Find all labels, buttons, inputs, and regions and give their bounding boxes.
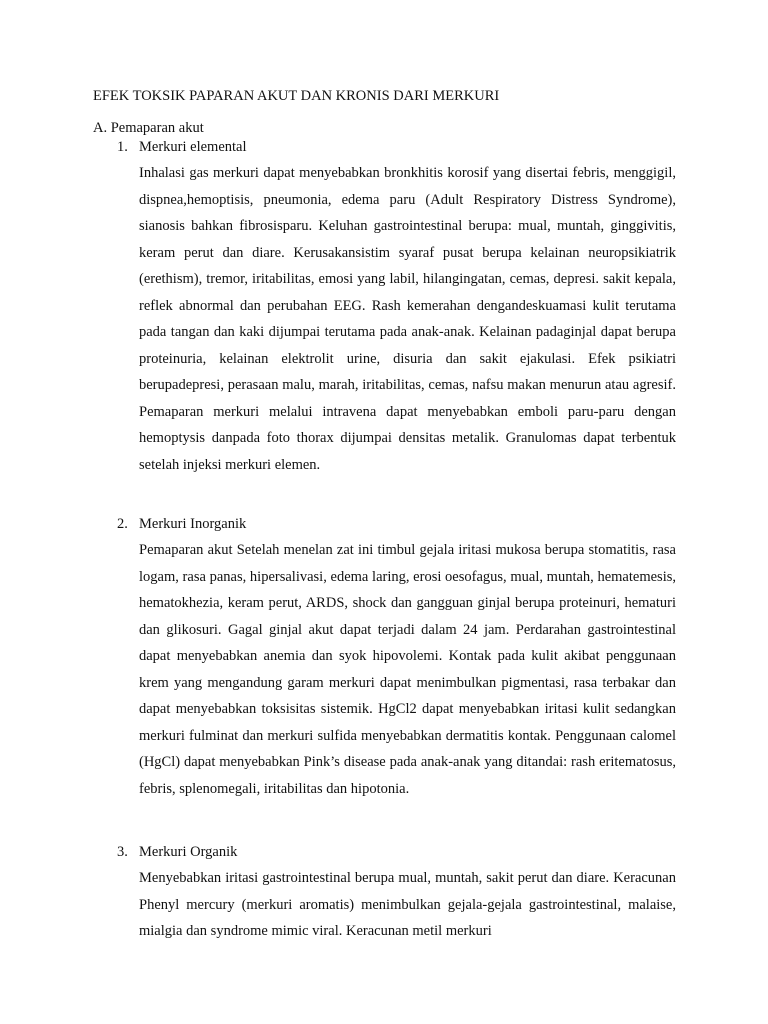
list-item-merkuri-elemental — [117, 137, 677, 478]
list-item-header — [117, 514, 677, 534]
list-item-paragraph: Inhalasi gas merkuri dapat menyebabkan bronkhitis korosif yang disertai febris, menggigil, dispnea,hemoptisis, pneumonia, edema paru (Adult Respiratory Distress Syndrome), sianosis bahkan fibrosisparu. Keluhan gastrointestinal berupa: mual, muntah, ginggivitis, keram perut dan diare. Kerusakansistim syaraf pusat berupa kelainan neuropsikiatrik (erethism), tremor, iritabilitas, emosi yang labil, hilangingatan, cemas, depresi. sakit kepala, reflek abnormal dan perubahan EEG. Rash kemerahan dengandeskuamasi kulit terutama pada tangan dan kaki dijumpai terutama pada anak-anak. Kelainan padaginjal dapat berupa proteinuria, kelainan elektrolit urine, disuria dan sakit ejakulasi. Efek psikiatri berupadepresi, perasaan malu, marah, iritabilitas, cemas, nafsu makan menurun atau agresif. Pemaparan merkuri melalui intravena dapat menyebabkan emboli paru-paru dengan hemoptysis danpada foto thorax dijumpai densitas metalik. Granulomas dapat terbentuk setelah injeksi merkuri elemen. — [139, 165, 676, 473]
list-item-title: Merkuri Organik — [139, 844, 238, 860]
list-item-number: 2. — [117, 516, 128, 532]
list-item-paragraph: Pemaparan akut Setelah menelan zat ini timbul gejala iritasi mukosa berupa stomatitis, rasa logam, rasa panas, hipersalivasi, edema laring, erosi oesofagus, mual, muntah, hematemesis, hematokhezia, keram perut, ARDS, shock dan gangguan ginjal berupa proteinuri, hematuri dan glikosuri. Gagal ginjal akut dapat terjadi dalam 24 jam. Perdarahan gastrointestinal dapat menyebabkan anemia dan syok hipovolemi. Kontak pada kulit akibat penggunaan krem yang mengandung garam merkuri dapat menimbulkan pigmentasi, rasa terbakar dan dapat menyebabkan toksisitas sistemik. HgCl2 dapat menyebabkan iritasi kulit sedangkan merkuri fulminat dan merkuri sulfida menyebabkan dermatitis kontak. Penggunaan calomel (HgCl) dapat menyebabkan Pink’s disease pada anak-anak yang ditandai: rash eritematosus, febris, splenomegali, iritabilitas dan hipotonia. — [139, 542, 676, 797]
list-item-number: 3. — [117, 844, 128, 860]
list-item-title: Merkuri Inorganik — [139, 516, 247, 532]
document-title: EFEK TOKSIK PAPARAN AKUT DAN KRONIS DARI MERKURI — [93, 88, 500, 104]
list-item-paragraph: Menyebabkan iritasi gastrointestinal berupa mual, muntah, sakit perut dan diare. Keracunan Phenyl mercury (merkuri aromatis) menimbulkan gejala-gejala gastrointestinal, malaise, mialgia dan syndrome mimic viral. Keracunan metil merkuri — [139, 870, 676, 939]
list-item-title: Merkuri elemental — [139, 139, 247, 155]
list-item-merkuri-inorganik — [117, 514, 677, 802]
section-a-heading: A. Pemaparan akut — [93, 120, 204, 136]
list-item-header — [117, 137, 677, 157]
list-item-header — [117, 842, 677, 862]
list-item-merkuri-organik — [117, 842, 677, 945]
list-item-number: 1. — [117, 139, 128, 155]
